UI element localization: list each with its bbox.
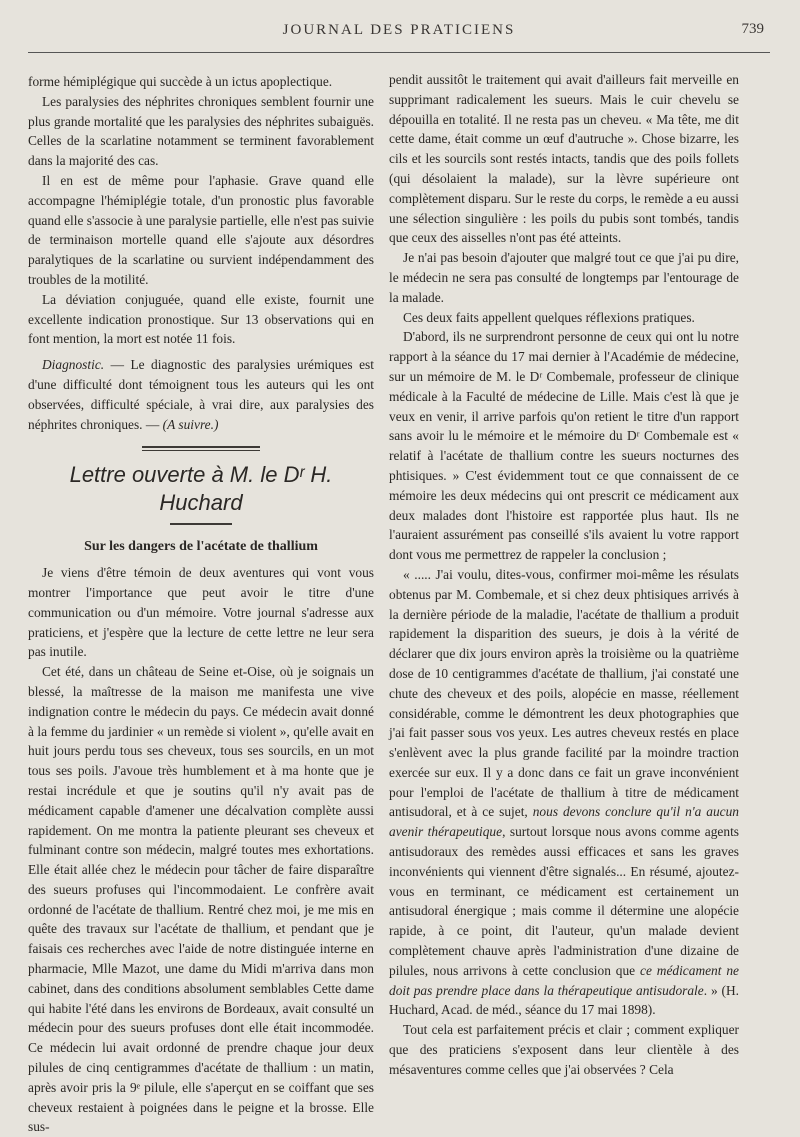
title-rule bbox=[170, 523, 232, 525]
section-divider bbox=[28, 446, 374, 451]
letter-subtitle: Sur les dangers de l'acétate de thallium bbox=[84, 539, 318, 555]
left-column bbox=[28, 72, 374, 1137]
running-header bbox=[28, 18, 770, 53]
diagnostic-paragraph bbox=[28, 355, 374, 434]
journal-title: JOURNAL DES PRATICIENS bbox=[282, 22, 516, 38]
letter-title: Lettre ouverte à M. le Dʳ H. Huchard bbox=[69, 462, 333, 516]
to-be-continued: (A suivre.) bbox=[162, 416, 219, 432]
quotation-paragraph: « ..... J'ai voulu, dites-vous, confirmer moi-même les résulats obtenus par M. Combemale, et si chez deux phtisiques arrivés à la dernière période de la maladie, l'acétate de thallium a produit rapidement la disparition des sueurs, je dois à la vérité de déclarer que dix jours environ après la troisième ou la quatrième dose de 10 centigrammes d'acétate de thallium, j'ai constaté une chute des cheveux et des poils, alopécie en masse, réellement considérable, comme le démontrent les deux photographies que j'ai fait passer sous vos yeux. Les autres cheveux restés en place s'enlèvent avec la plus grande facilité par la moindre traction exercée sur eux. Il y a donc dans ce fait un grave inconvénient pour l'emploi de l'acétate de thallium à titre de médicament antisudoral, et à ce sujet, nous devons conclure qu'il n'a aucun avenir thérapeutique, surtout lorsque nous avons comme agents antisudoraux des remèdes aussi efficaces et sans les graves inconvénients qui viennent d'être signalés... En résumé, ajoutez-vous en terminant, ce médicament est certainement un antisudoral énergique ; mais comme il détermine une alopécie rapide, à ce point, dit l'auteur, qu'un malade devient complètement chauve après l'administration d'une dizaine de pilules, nous arrivons à cette conclusion que ce médicament ne doit pas prendre place dans la thérapeutique antisudorale. » (H. Huchard, Acad. de méd., séance du 17 mai 1898). bbox=[389, 566, 739, 1018]
paragraph: Ces deux faits appellent quelques réflexions pratiques. bbox=[403, 309, 695, 325]
paragraph: forme hémiplégique qui succède à un ictus apoplectique. bbox=[28, 74, 333, 89]
paragraph: Tout cela est parfaitement précis et clair ; comment expliquer que des praticiens s'exposent dans leur clientèle à des mésaventures comme celles que j'ai observées ? Cela bbox=[389, 1022, 739, 1077]
paragraph: Je viens d'être témoin de deux aventures qui vont vous montrer l'importance que peut avoir le titre d'une communication ou d'un mémoire. Votre journal s'adresse aux praticiens, et j'espère que la lecture de cette lettre ne leur sera pas inutile. bbox=[28, 565, 374, 660]
italic-phrase: ce médicament ne doit pas prendre place dans la thérapeutique antisudorale bbox=[389, 962, 739, 998]
diagnostic-label: Diagnostic. bbox=[42, 357, 105, 373]
paragraph: pendit aussitôt le traitement qui avait d'ailleurs fait merveille en supprimant radicalement les sueurs. Mais le cuir chevelu se dépouilla en totalité. Il ne resta pas un cheveu. « Ma tête, me dit cette dame, était comme un œuf d'autruche ». Chose bizarre, les cils et les sourcils sont restés intacts, tandis que des poils follets (qui désolaient la malade), sur la lèvre supérieure ont complètement disparu. Sur le reste du corps, le remède a eu aussi une sélection singulière : les poils du pubis sont tombés, tandis que ceux des aisselles n'ont pas été atteints. bbox=[389, 72, 739, 246]
paragraph: La déviation conjuguée, quand elle existe, fournit une excellente indication pronostique. Sur 13 observations qui en font mention, la mort est notée 11 fois. bbox=[28, 291, 374, 347]
paragraph: Les paralysies des néphrites chroniques semblent fournir une plus grande mortalité que les paralysies des néphrites subaiguës. Celles de la scarlatine notamment se terminent favorablement dans la majorité des cas. bbox=[28, 93, 374, 169]
paragraph: Cet été, dans un château de Seine et-Oise, où je soignais un blessé, la maîtresse de la maison me manifesta une vive indignation contre le médecin du pays. Ce médecin avait donné à la femme du jardinier « un remède si violent », qu'elle avait en huit jours perdu tous ses cheveux, tous ses sourcils, en un mot tous ses poils. J'avoue très humblement et à ma honte que je restai incrédule et que je soutins qu'il n'y avait pas de médicament capable d'amener une décalvation complète aussi rapidement. On me montra la patiente pleurant ses cheveux et fulminant contre son médecin, malgré toutes mes exhortations. Elle était allée chez le médecin pour tâcher de faire disparaître des sueurs profuses qui l'incommodaient. Le confrère avait ordonné de l'acétate de thallium. Rentré chez moi, je me mis en quête des travaux sur l'acétate de thallium, et pendant que je faisais ces recherches avec l'aide de notre distinguée interne en pharmacie, Mlle Mazot, une dame du Midi m'arriva dans mon cabinet, dans des conditions absolument semblables Cette dame qui habite l'été dans les environs de Bordeaux, avait consulté un médecin pour des sueurs profuses dont elle était incommodée. Ce médecin lui avait ordonné de prendre chaque jour deux pilules de cinq centigrammes d'acétate de thallium : un matin, après avoir pris la 9ᵉ pilule, elle s'aperçut en se coiffant que ses cheveux restaient à poignées dans le peigne et la brosse. Elle sus- bbox=[28, 664, 374, 1135]
right-column bbox=[389, 70, 739, 1080]
paragraph: Il en est de même pour l'aphasie. Grave quand elle accompagne l'hémiplégie totale, d'un pronostic plus favorable quand elle s'associe à une paralysie partielle, elle n'est pas suivie de terminaison mortelle quand elle s'ajoute aux désordres paralytiques de la scarlatine ou survient indépendamment des troubles de la motilité. bbox=[28, 172, 374, 287]
italic-phrase: nous devons conclure qu'il n'a aucun avenir thérapeutique bbox=[389, 804, 739, 840]
page-number: 739 bbox=[741, 21, 764, 37]
paragraph: Je n'ai pas besoin d'ajouter que malgré tout ce que j'ai pu dire, le médecin ne sera pas consulté de longtemps par l'entourage de la malade. bbox=[389, 250, 739, 305]
paragraph: D'abord, ils ne surprendront personne de ceux qui ont lu notre rapport à la séance du 17 mai dernier à l'Académie de médecine, sur un mémoire de M. le Dʳ Combemale, professeur de clinique médicale à la Faculté de médecine de Lille. Mais c'est là que je veux en venir, il arrive parfois qu'on retient le titre d'un rapport sans avoir lu le mémoire et le mémoire du Dʳ Combemale est « relatif à l'acétate de thallium contre les sueurs nocturnes des phtisiques. » C'est évidemment tout ce que connaissent de ce mémoire les deux médecins qui ont prescrit ce médicament aux deux malades dont l'histoire est rapportée plus haut. Ils ne l'auraient assurément pas conseillé s'ils avaient lu votre rapport dont vous me permettrez de rappeler la conclusion ; bbox=[389, 329, 739, 563]
diagnostic-text: — Le diagnostic des paralysies urémiques est d'une difficulté dont témoignent tous les auteurs qui les ont observées, difficulté spéciale, à vrai dire, aux paralysies des néphrites chroniques. — bbox=[28, 357, 374, 432]
